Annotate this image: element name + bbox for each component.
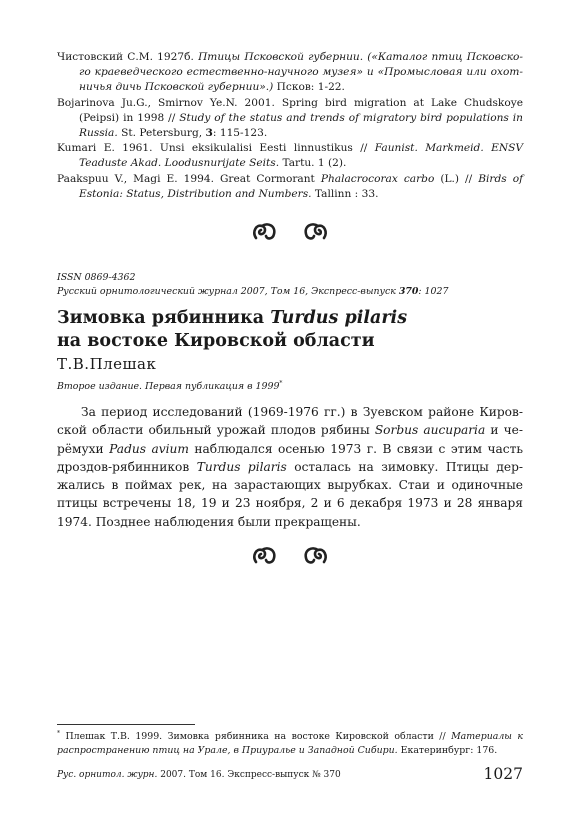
article-title xyxy=(57,307,527,353)
reference-title: Faunist. Markmeid. ENSV Teaduste Akad. Loodusnurijate Seits. xyxy=(79,142,524,170)
reference-authors: Kumari E. 1961. Unsi eksikulalisi Eesti linnustikus // xyxy=(57,142,368,155)
reference-volume: 3 xyxy=(205,127,213,140)
species-name: Sorbus aucuparia xyxy=(374,423,486,438)
body-text: и че-рёмухи xyxy=(57,423,524,456)
reference-item xyxy=(57,141,523,171)
reference-list xyxy=(57,50,523,202)
fleuron-icon xyxy=(250,218,330,246)
title-text-line2: на востоке Кировской области xyxy=(57,331,375,351)
footnote-mark: * xyxy=(57,729,60,737)
article-author: Т.В.Плешак xyxy=(57,355,157,373)
title-text: Зимовка рябинника xyxy=(57,308,265,328)
page-number: 1027 xyxy=(483,765,523,783)
footnote-text: Плешак Т.В. 1999. Зимовка рябинника на востоке Кировской области // xyxy=(65,731,446,742)
article-body xyxy=(57,403,523,531)
species-name: Turdus pilaris xyxy=(196,459,287,474)
running-footer-text: 2007. Том 16. Экспресс-выпуск № 370 xyxy=(160,770,341,780)
journal-name-volume: Русский орнитологический журнал 2007, Том 16, Экспресс-выпуск xyxy=(57,286,396,297)
reference-title: Birds of Estonia: Status, Distribution and Numbers. xyxy=(79,172,523,200)
reference-species-author: (L.) // xyxy=(440,172,473,185)
footnote xyxy=(57,730,523,758)
edition-note xyxy=(57,380,282,394)
section-ornament-icon xyxy=(0,218,579,252)
species-name: Padus avium xyxy=(109,441,189,456)
reference-authors: Paakspuu V., Magi E. 1994. Great Cormorant xyxy=(57,172,315,185)
section-ornament-icon xyxy=(0,542,579,576)
reference-authors: Чистовский С.М. 1927б. xyxy=(57,51,194,63)
footnote-divider xyxy=(57,724,195,725)
body-text: осталась на зимовку. Птицы дер-жались в поймах рек, на зарастающих вырубках. Стаи и одиночные птицы встречены 18, 19 и 23 ноября, 2 и 6 декабря 1973 и 28 января 1974. Позднее наблюдения были прекращены. xyxy=(57,459,523,529)
edition-note-text: Второе издание. Первая публикация в 1999 xyxy=(57,381,280,392)
title-species: Turdus pilaris xyxy=(270,308,408,328)
journal-header xyxy=(57,271,448,299)
reference-item xyxy=(57,96,523,142)
reference-place: St. Petersburg, xyxy=(121,127,203,140)
body-text: наблюдался осенью 1973 г. В связи с этим часть дроздов-рябинников xyxy=(57,441,524,474)
reference-authors: Bojarinova Ju.G., Smirnov Ye.N. 2001. Spring bird migration at Lake Chudskoye (Peipsi) in 1998 // xyxy=(57,96,523,124)
body-text: За период исследований (1969-1976 гг.) в Зуевском районе Киров-ской области обильный урожай плодов рябины xyxy=(57,405,523,438)
reference-publisher: Tartu. 1 (2). xyxy=(282,157,347,170)
reference-species: Phalacrocorax carbo xyxy=(320,172,435,185)
reference-pages: : 115-123. xyxy=(212,127,268,140)
issue-number: 370 xyxy=(398,286,419,297)
reference-publisher: Tallinn : 33. xyxy=(314,187,379,200)
reference-publisher: Псков: 1-22. xyxy=(276,81,345,94)
running-footer xyxy=(57,768,341,782)
footnote-source: Материалы к распространению птиц на Урале, в Приуралье и Западной Сибири. xyxy=(57,731,523,756)
footnote-publisher: Екатеринбург: 176. xyxy=(400,745,498,756)
reference-item xyxy=(57,50,523,96)
fleuron-icon xyxy=(250,542,330,570)
reference-item xyxy=(57,172,523,202)
journal-abbreviation: Рус. орнитол. журн. xyxy=(57,770,158,780)
journal-page: : 1027 xyxy=(418,286,449,297)
reference-title: Study of the status and trends of migratory bird populations in Russia. xyxy=(79,111,524,140)
reference-title: Птицы Псковской губернии. («Каталог птиц Псковско-го краеведческого естественно-научного музея» и «Промысловая или охот-ничья дичь Псковской губернии».) xyxy=(79,51,523,94)
issn: ISSN 0869-4362 xyxy=(57,272,136,283)
footnote-mark: * xyxy=(279,379,283,387)
journal-citation-line xyxy=(57,285,448,299)
